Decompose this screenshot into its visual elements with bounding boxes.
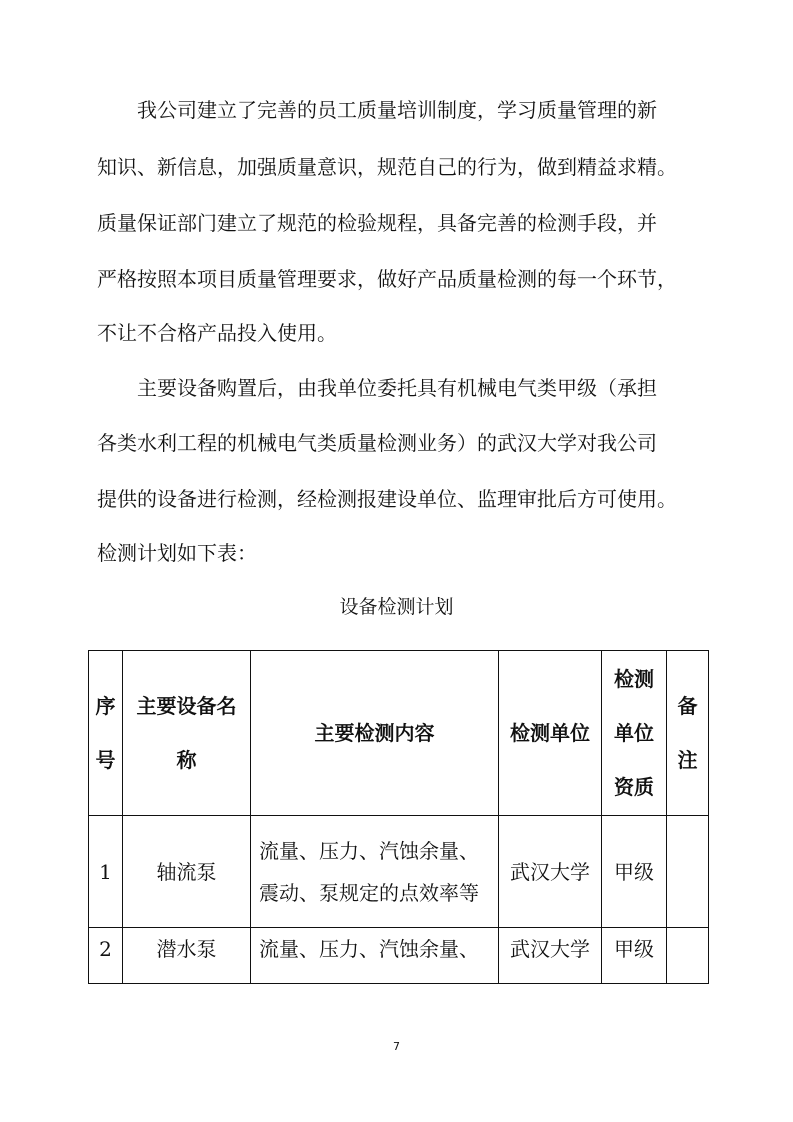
cell-index: 2 — [89, 928, 123, 984]
paragraph-line: 知识、新信息，加强质量意识，规范自己的行为，做到精益求精。 — [97, 155, 677, 179]
cell-content-line: 流量、压力、汽蚀余量、 — [259, 937, 479, 961]
paragraph-line: 主要设备购置后，由我单位委托具有机械电气类甲级（承担 — [97, 376, 657, 400]
cell-qualification: 甲级 — [602, 928, 667, 984]
paragraph-line: 我公司建立了完善的员工质量培训制度，学习质量管理的新 — [97, 98, 657, 122]
table-title: 设备检测计划 — [339, 596, 454, 618]
header-qualification-line: 检测 — [614, 667, 654, 691]
paragraph-line: 严格按照本项目质量管理要求，做好产品质量检测的每一个环节， — [97, 267, 677, 291]
paragraph-line: 不让不合格产品投入使用。 — [97, 321, 337, 345]
paragraph-line: 各类水利工程的机械电气类质量检测业务）的武汉大学对我公司 — [97, 431, 657, 455]
table-row — [89, 816, 709, 928]
cell-qualification: 甲级 — [602, 816, 667, 928]
header-remark-line: 注 — [677, 748, 698, 772]
header-unit: 检测单位 — [499, 651, 602, 816]
header-qualification — [602, 651, 667, 816]
header-equipment — [123, 651, 251, 816]
paragraph-line: 质量保证部门建立了规范的检验规程，具备完善的检测手段，并 — [97, 211, 657, 235]
header-index — [89, 651, 123, 816]
table-header-row — [89, 651, 709, 816]
cell-remark — [667, 928, 709, 984]
inspection-plan-table — [88, 650, 709, 984]
cell-unit: 武汉大学 — [499, 816, 602, 928]
paragraph-line: 提供的设备进行检测，经检测报建设单位、监理审批后方可使用。 — [97, 487, 677, 511]
table-row — [89, 928, 709, 984]
header-equipment-line: 称 — [176, 748, 197, 772]
cell-content — [251, 816, 499, 928]
page-number: 7 — [393, 1040, 400, 1053]
cell-equipment: 轴流泵 — [123, 816, 251, 928]
header-remark — [667, 651, 709, 816]
cell-content-line: 流量、压力、汽蚀余量、 — [259, 838, 479, 863]
header-index-line: 号 — [95, 748, 116, 772]
header-index-line: 序 — [95, 694, 116, 718]
header-qualification-line: 单位 — [614, 721, 654, 745]
cell-equipment: 潜水泵 — [123, 928, 251, 984]
cell-remark — [667, 816, 709, 928]
paragraph-line: 检测计划如下表： — [97, 541, 257, 565]
cell-content-line: 震动、泵规定的点效率等 — [259, 880, 479, 905]
header-qualification-line: 资质 — [614, 775, 654, 799]
header-equipment-line: 主要设备名 — [136, 694, 237, 718]
header-remark-line: 备 — [677, 694, 698, 718]
cell-content — [251, 928, 499, 984]
cell-index: 1 — [89, 816, 123, 928]
cell-unit: 武汉大学 — [499, 928, 602, 984]
header-content: 主要检测内容 — [251, 651, 499, 816]
